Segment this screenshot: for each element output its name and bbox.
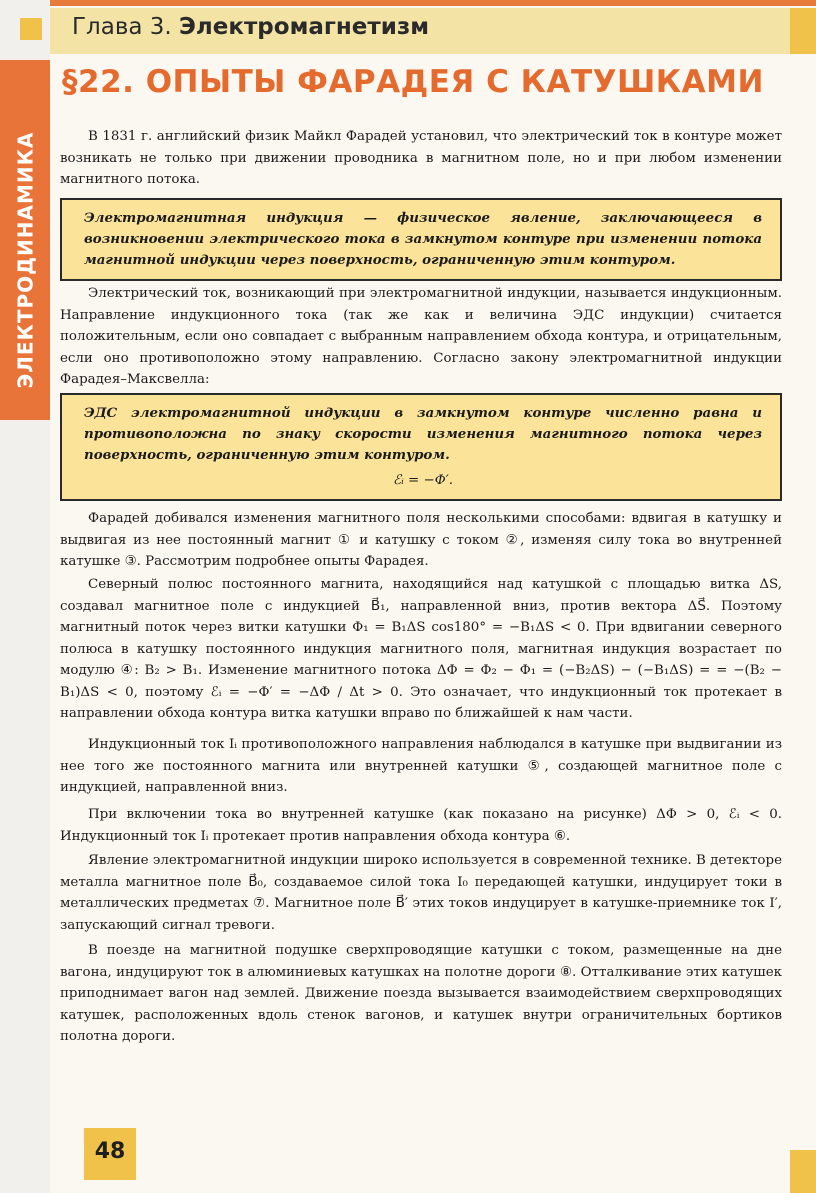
paragraph-induced-current: Электрический ток, возникающий при электромагнитной индукции, называется индукционным. Направление индукционного тока (так же как и величина ЭДС индукции) считается положительным, если оно совпадает с выбранным направлением обхода контура, и отрицательным, если оно противоположно этому направлению. Согласно закону электромагнитной индукции Фарадея–Максвелла: <box>60 286 782 387</box>
chapter-title: Электромагнетизм <box>179 14 430 40</box>
paragraph-faraday-methods: Фарадей добивался изменения магнитного поля несколькими способами: вдвигая в катушку и выдвигая из нее постоянный магнит ① и катушку с током ②, изменяя силу тока во внутренней катушке ③. Рассмотрим подробнее опыты Фарадея. <box>60 511 782 569</box>
law-text: ЭДС электромагнитной индукции в замкнутом контуре численно равна и противоположна по знаку скорости изменения магнитного потока через поверхность, ограниченную этим контуром. <box>84 405 762 463</box>
law-formula: ℰᵢ = −Φ′. <box>392 473 454 488</box>
paragraph-north-pole: Северный полюс постоянного магнита, находящийся над катушкой с площадью витка ΔS, создавал магнитное поле с индукцией B⃗₁, направленной вниз, против вектора ΔS⃗. Поэтому магнитный поток через витки катушки Φ₁ = B₁ΔS cos180° = −B₁ΔS < 0. При вдвигании северного полюса в катушку постоянного индукция магнитного поля, магнитная индукция возрастает по модулю ④: B₂ > B₁. Изменение магнитного потока ΔΦ = Φ₂ − Φ₁ = (−B₂ΔS) − (−B₁ΔS) = = −(B₂ − B₁)ΔS < 0, поэтому ℰᵢ = −Φ′ = −ΔΦ / Δt > 0. Это означает, что индукционный ток протекает в направлении обхода контура витка катушки вправо по ближайшей к нам части. <box>60 577 782 721</box>
sidebar-label-wrap <box>5 110 45 410</box>
chapter-heading <box>72 14 429 40</box>
chapter-prefix: Глава 3. <box>72 14 172 40</box>
header-marker-square <box>20 18 42 40</box>
law-box <box>60 393 782 501</box>
top-accent-band <box>0 0 816 6</box>
definition-box <box>60 198 782 281</box>
paragraph-maglev: В поезде на магнитной подушке сверхпроводящие катушки с током, размещенные на дне вагона, индуцируют ток в алюминиевых катушках на полотне дороги ⑧. Отталкивание этих катушек приподнимает вагон над землей. Движение поезда вызывается взаимодействием сверхпроводящих катушек, расположенных вдоль стенок вагонов, и катушек внутри ограничительных бортиков полотна дороги. <box>60 943 782 1044</box>
section-title: §22. ОПЫТЫ ФАРАДЕЯ С КАТУШКАМИ <box>62 64 764 100</box>
definition-text: Электромагнитная индукция — физическое явление, заключающееся в возникновении электрического тока в замкнутом контуре при изменении потока магнитной индукции через поверхность, ограниченную этим контуром. <box>84 210 762 268</box>
sidebar-label: ЭЛЕКТРОДИНАМИКА <box>13 131 37 389</box>
header-right-tab <box>790 8 816 54</box>
bottom-right-tab <box>790 1150 816 1193</box>
page-number: 48 <box>94 1139 126 1164</box>
paragraph-metal-detector: Явление электромагнитной индукции широко используется в современной технике. В детекторе металла магнитное поле B⃗₀, создаваемое силой тока I₀ передающей катушки, индуцирует токи в металлических предметах ⑦. Магнитное поле B⃗′ этих токов индуцирует в катушке-приемнике ток I′, запускающий сигнал тревоги. <box>60 853 782 933</box>
paragraph-opposite-current: Индукционный ток Iᵢ противоположного направления наблюдался в катушке при выдвигании из нее того же постоянного магнита или внутренней катушки ⑤, создающей магнитное поле с индукцией, направленной вниз. <box>60 737 782 795</box>
paragraph-intro: В 1831 г. английский физик Майкл Фарадей установил, что электрический ток в контуре может возникать не только при движении проводника в магнитном поле, но и при любом изменении магнитного потока. <box>60 129 782 187</box>
paragraph-inner-coil: При включении тока во внутренней катушке (как показано на рисунке) ΔΦ > 0, ℰᵢ < 0. Индукционный ток Iᵢ протекает против направления обхода контура ⑥. <box>60 807 782 844</box>
